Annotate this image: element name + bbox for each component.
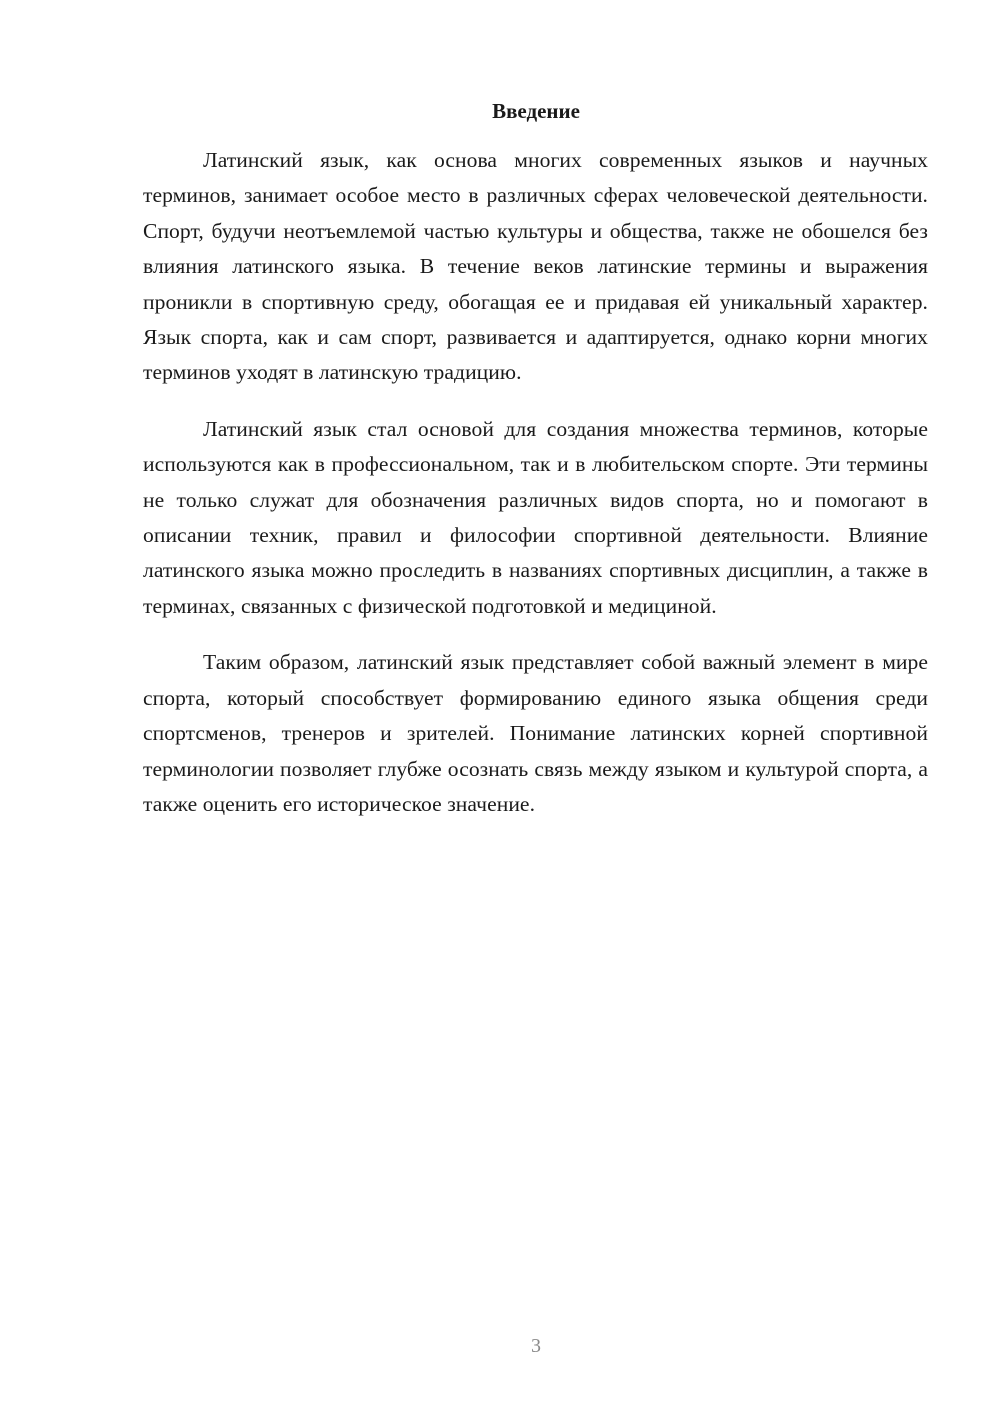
- paragraph-1: Латинский язык, как основа многих современных языков и научных терминов, занимает особое место в различных сферах человеческой деятельности. Спорт, будучи неотъемлемой частью культуры и общества, также не обошелся без влияния латинского языка. В течение веков латинские термины и выражения проникли в спортивную среду, обогащая ее и придавая ей уникальный характер. Язык спорта, как и сам спорт, развивается и адаптируется, однако корни многих терминов уходят в латинскую традицию.: [143, 148, 928, 385]
- paragraph-3: Таким образом, латинский язык представляет собой важный элемент в мире спорта, который способствует формированию единого языка общения среди спортсменов, тренеров и зрителей. Понимание латинских корней спортивной терминологии позволяет глубже осознать связь между языком и культурой спорта, а также оценить его историческое значение.: [143, 650, 928, 816]
- section-heading: Введение: [492, 99, 580, 123]
- body-text: [143, 143, 928, 843]
- paragraph-2: Латинский язык стал основой для создания множества терминов, которые используются как в профессиональном, так и в любительском спорте. Эти термины не только служат для обозначения различных видов спорта, но и помогают в описании техник, правил и философии спортивной деятельности. Влияние латинского языка можно проследить в названиях спортивных дисциплин, а также в терминах, связанных с физической подготовкой и медициной.: [143, 416, 928, 618]
- page-number: 3: [531, 1335, 541, 1357]
